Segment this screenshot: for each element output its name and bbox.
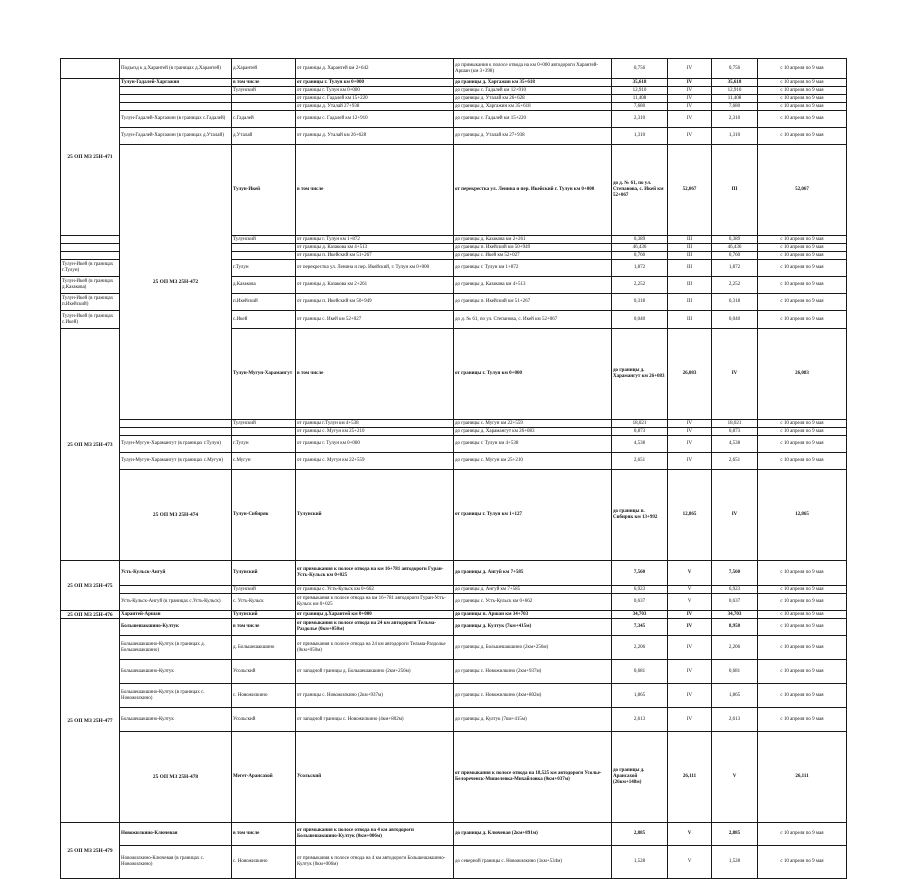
restricted-length-cell: 2,252 xyxy=(712,277,758,294)
restriction-period-cell: с 10 апреля по 9 мая xyxy=(758,708,847,732)
segment-start-cell: от границы п. Икейский км 51+267 xyxy=(296,252,454,260)
road-name-cell xyxy=(120,103,232,111)
length-cell: 11,408 xyxy=(612,95,668,103)
restriction-period-cell: с 10 апреля по 9 мая xyxy=(758,594,847,611)
restricted-length-cell: 0,756 xyxy=(712,59,758,79)
segment-end-cell: до границы г. Тулун км 1+872 xyxy=(454,260,612,277)
length-cell: 2,885 xyxy=(612,823,668,846)
table-row xyxy=(61,428,847,436)
road-code-cell: 25 ОП МЗ 25Н-477 xyxy=(61,619,120,823)
segment-end-cell: до границы д. Харамангут км 26+083 xyxy=(612,329,668,420)
table-row xyxy=(61,619,847,636)
length-cell: 7,680 xyxy=(612,103,668,111)
category-cell: IV xyxy=(712,470,758,561)
table-row xyxy=(61,732,847,823)
road-name-cell: Большешакшино-Култук (в границах д. Большешакшино) xyxy=(120,636,232,660)
segment-end-cell: до д. № 61, по ул. Степанова, с. Икей км 52+067 xyxy=(454,311,612,329)
road-name-cell: Тулун-Мугун-Харамангут (в границах с.Мугун) xyxy=(120,453,232,470)
roads-table xyxy=(60,58,847,879)
district-cell: Тулунский xyxy=(232,87,296,95)
length-cell: 2,206 xyxy=(612,636,668,660)
length-cell: 18,021 xyxy=(612,420,668,428)
restriction-period-cell: с 10 апреля по 9 мая xyxy=(758,87,847,95)
restricted-length-cell: 7,680 xyxy=(712,103,758,111)
segment-end-cell: до границы с. Новожилкино (4км+802м) xyxy=(454,684,612,708)
length-cell: 6,923 xyxy=(612,586,668,594)
road-name-cell xyxy=(61,244,120,252)
table-row xyxy=(61,128,847,145)
district-cell xyxy=(232,428,296,436)
district-cell: Усольский xyxy=(296,732,454,823)
category-cell: IV xyxy=(668,453,712,470)
segment-start-cell: от границы д. Уталай 27+938 xyxy=(296,103,454,111)
segment-start-cell: от границы г. Тулун км 1+127 xyxy=(454,470,612,561)
road-name-cell xyxy=(120,428,232,436)
length-cell: 1,865 xyxy=(612,684,668,708)
length-cell: 52,067 xyxy=(668,145,712,236)
restricted-length-cell: 34,703 xyxy=(712,611,758,619)
road-name-cell: Тулун-Гадалей-Харгажин (в границах с.Гадалей) xyxy=(120,111,232,128)
category-cell: IV xyxy=(668,708,712,732)
district-cell: Усольский xyxy=(232,708,296,732)
district-cell: с. Усть-Кульск xyxy=(232,594,296,611)
segment-start-cell: от границы с. Гадалей км 15+220 xyxy=(296,95,454,103)
category-cell: V xyxy=(668,594,712,611)
table-row xyxy=(61,453,847,470)
restricted-length-cell: 0,389 xyxy=(712,236,758,244)
restriction-period-cell: с 10 апреля по 9 мая xyxy=(758,420,847,428)
table-row xyxy=(61,95,847,103)
segment-end-cell: до границы д. Уталай км 27+938 xyxy=(454,128,612,145)
restricted-length-cell: 8,950 xyxy=(712,619,758,636)
segment-end-cell: до границы с. Гадалей км 12+910 xyxy=(454,87,612,95)
restricted-length-cell: 1,528 xyxy=(712,846,758,879)
segment-end-cell: до границы с. Новожилкино (2км+937м) xyxy=(454,660,612,684)
category-cell: IV xyxy=(668,619,712,636)
district-cell: в том числе xyxy=(232,79,296,87)
segment-start-cell: от примыкания к полосе отвода на 24 км автодороги Тельма-Раздолье (0км+050м) xyxy=(296,636,454,660)
length-cell: 46,436 xyxy=(612,244,668,252)
district-cell: д. Большешакшино xyxy=(232,636,296,660)
district-cell: с.Икей xyxy=(232,311,296,329)
road-name-cell: Тулун-Гадалей-Харгажин xyxy=(120,79,232,87)
district-cell: в том числе xyxy=(232,823,296,846)
road-name-cell: Новожилкино-Ключевая xyxy=(120,823,232,846)
restriction-period-cell: с 10 апреля по 9 мая xyxy=(758,453,847,470)
table-row xyxy=(61,470,847,561)
restricted-length-cell: 2,651 xyxy=(712,453,758,470)
district-cell xyxy=(232,103,296,111)
segment-start-cell: от примыкания к полосе отвода на км 16+781 автодороги Гуран-Усть-Кульск км 0+025 xyxy=(296,594,454,611)
restricted-length-cell: 35,618 xyxy=(712,79,758,87)
restriction-period-cell: с 10 апреля по 9 мая xyxy=(758,111,847,128)
category-cell: IV xyxy=(668,111,712,128)
category-cell: IV xyxy=(668,436,712,453)
road-name-cell xyxy=(120,87,232,95)
category-cell: V xyxy=(668,846,712,879)
district-cell: п.Икейский xyxy=(232,294,296,311)
segment-end-cell: до границы п. Икейский км 50+949 xyxy=(454,244,612,252)
district-cell: Тулунский xyxy=(232,586,296,594)
district-cell: Тулунский xyxy=(296,470,454,561)
road-name-cell: Мегет-Арансахой xyxy=(232,732,296,823)
category-cell: IV xyxy=(668,420,712,428)
table-row xyxy=(61,436,847,453)
segment-end-cell: до границы с. Мугун км 22+559 xyxy=(454,420,612,428)
segment-start-cell: от границы г.Тулун км 4+538 xyxy=(296,420,454,428)
road-name-cell xyxy=(120,95,232,103)
length-cell: 12,910 xyxy=(612,87,668,95)
restriction-period-cell: с 10 апреля по 9 мая xyxy=(758,428,847,436)
segment-start-cell: от границы д. Уталай км 26+628 xyxy=(296,128,454,145)
restriction-period-cell: с 10 апреля по 9 мая xyxy=(758,619,847,636)
road-code-cell: 25 ОП МЗ 25Н-479 xyxy=(61,823,120,879)
table-row xyxy=(61,846,847,879)
category-cell: III xyxy=(712,145,758,236)
road-name-cell: Большешакшино-Култук xyxy=(120,708,232,732)
segment-start-cell: от границы г. Тулун км 1+872 xyxy=(296,236,454,244)
category-cell: III xyxy=(668,244,712,252)
restricted-length-cell: 26,111 xyxy=(758,732,847,823)
roads-table-body xyxy=(61,59,847,879)
district-cell xyxy=(232,95,296,103)
category-cell: IV xyxy=(668,684,712,708)
segment-end-cell: до границы д. Харгажин км 35+618 xyxy=(454,79,612,87)
segment-start-cell: от границы г. Тулун км 0+000 xyxy=(454,329,612,420)
length-cell: 0,318 xyxy=(612,294,668,311)
segment-end-cell: до границы д. Казакова км 2+261 xyxy=(454,236,612,244)
category-cell: IV xyxy=(712,329,758,420)
table-row xyxy=(61,611,847,619)
restriction-period-cell: с 10 апреля по 9 мая xyxy=(758,586,847,594)
segment-end-cell: до границы с. Усть-Кульск км 0+662 xyxy=(454,594,612,611)
segment-end-cell: до границы д. Казакова км 4+513 xyxy=(454,277,612,294)
segment-start-cell: от примыкания к полосе отвода на 18,525 км автодороги Усолье-Белореченск-Мишелевка-Михайловка (0км+037м) xyxy=(454,732,612,823)
category-cell: V xyxy=(668,586,712,594)
district-cell: д.Харантей xyxy=(232,59,296,79)
road-name-cell: Тулун-Икей (в границах с.Икей) xyxy=(61,311,120,329)
road-name-cell: Тулун-Икей (в границах г.Тулун) xyxy=(61,260,120,277)
category-cell: III xyxy=(668,294,712,311)
length-cell: 0,040 xyxy=(612,311,668,329)
restriction-period-cell: с 10 апреля по 9 мая xyxy=(758,128,847,145)
restriction-period-cell: с 10 апреля по 9 мая xyxy=(758,561,847,586)
restricted-length-cell: 46,436 xyxy=(712,244,758,252)
road-code-cell: 25 ОП МЗ 25Н-478 xyxy=(120,732,232,823)
road-name-cell: Тулун-Мугун-Харамангут (в границах г.Тулун) xyxy=(120,436,232,453)
road-name-cell xyxy=(120,420,232,428)
table-row xyxy=(61,145,847,236)
length-cell: 4,538 xyxy=(612,436,668,453)
district-cell: г.Тулун xyxy=(232,260,296,277)
table-row xyxy=(61,111,847,128)
segment-start-cell: от западной границы д. Большешакшино (2км+256м) xyxy=(296,660,454,684)
length-cell: 0,760 xyxy=(612,252,668,260)
district-cell xyxy=(232,252,296,260)
restriction-period-cell: с 10 апреля по 9 мая xyxy=(758,103,847,111)
segment-end-cell: до границы д. Ангуй км 7+585 xyxy=(454,561,612,586)
road-name-cell: Харантей-Аршан xyxy=(120,611,232,619)
segment-end-cell: до границы д. Ангуй км 7+585 xyxy=(454,586,612,594)
length-cell: 0,389 xyxy=(612,236,668,244)
category-cell: V xyxy=(712,732,758,823)
restriction-period-cell: с 10 апреля по 9 мая xyxy=(758,611,847,619)
district-cell xyxy=(232,244,296,252)
segment-end-cell: до примыкания к полосе отвода на км 0+000 автодороги Харантей-Аршан (км 3+398) xyxy=(454,59,612,79)
category-cell: IV xyxy=(668,611,712,619)
segment-end-cell: до границы д. Ключевая (2км+891м) xyxy=(454,823,612,846)
restricted-length-cell: 0,681 xyxy=(712,660,758,684)
table-row xyxy=(61,586,847,594)
restriction-period-cell: с 10 апреля по 9 мая xyxy=(758,436,847,453)
district-cell: с. Новожилкино xyxy=(232,684,296,708)
road-name-cell: Тулун-Икей (в границах п.Икейский) xyxy=(61,294,120,311)
road-code-cell: 25 ОП МЗ 25Н-475 xyxy=(61,561,120,611)
segment-start-cell: от границы с. Икей км 52+027 xyxy=(296,311,454,329)
length-cell: 0,681 xyxy=(612,660,668,684)
category-cell: IV xyxy=(668,636,712,660)
segment-end-cell: до северной границы с. Новожилкино (1км+534м) xyxy=(454,846,612,879)
segment-start-cell: от границы д. Казакова км 4+513 xyxy=(296,244,454,252)
segment-start-cell: от примыкания к полосе отвода на 4 км автодороги Большешакшино-Култук (0км+006м) xyxy=(296,823,454,846)
segment-end-cell: до границы д. Большешакшино (2км+256м) xyxy=(454,636,612,660)
road-code-cell: 25 ОП МЗ 25Н-471 xyxy=(61,79,120,236)
category-cell: IV xyxy=(668,103,712,111)
restriction-period-cell: с 10 апреля по 9 мая xyxy=(758,846,847,879)
category-cell: V xyxy=(668,561,712,586)
district-cell: Тулунский xyxy=(232,561,296,586)
segment-start-cell: от перекрестка ул. Ленина и пер. Икейский, г. Тулун км 0+000 xyxy=(296,260,454,277)
segment-start-cell: от границы с. Мугун км 22+559 xyxy=(296,453,454,470)
length-cell: 7,560 xyxy=(612,561,668,586)
length-cell: 2,613 xyxy=(612,708,668,732)
restricted-length-cell: 52,067 xyxy=(758,145,847,236)
restriction-period-cell: с 10 апреля по 9 мая xyxy=(758,252,847,260)
restricted-length-cell: 12,865 xyxy=(758,470,847,561)
road-code-cell: 25 ОП МЗ 25Н-472 xyxy=(120,145,232,420)
segment-end-cell: до границы д. Уталай км 26+628 xyxy=(454,95,612,103)
district-cell: в том числе xyxy=(232,619,296,636)
restricted-length-cell: 1,872 xyxy=(712,260,758,277)
restriction-period-cell: с 10 апреля по 9 мая xyxy=(758,660,847,684)
district-cell: Тулунский xyxy=(232,611,296,619)
table-row xyxy=(61,823,847,846)
table-row xyxy=(61,79,847,87)
restriction-period-cell: с 10 апреля по 9 мая xyxy=(758,79,847,87)
length-cell: 7,345 xyxy=(612,619,668,636)
segment-start-cell: от границы с. Новожилкино (2км+937м) xyxy=(296,684,454,708)
restricted-length-cell: 4,538 xyxy=(712,436,758,453)
category-cell: IV xyxy=(668,95,712,103)
length-cell: 0,756 xyxy=(612,59,668,79)
category-cell: III xyxy=(668,260,712,277)
restricted-length-cell: 26,083 xyxy=(758,329,847,420)
road-name-cell: Усть-Кульск-Ангуй (в границах с.Усть-Кульск) xyxy=(120,594,232,611)
restriction-period-cell: с 10 апреля по 9 мая xyxy=(758,244,847,252)
restricted-length-cell: 2,613 xyxy=(712,708,758,732)
road-name-cell xyxy=(120,586,232,594)
road-code-cell: 25 ОП МЗ 25Н-474 xyxy=(120,470,232,561)
length-cell: 26,111 xyxy=(668,732,712,823)
segment-start-cell: от границы п. Икейский км 50+949 xyxy=(296,294,454,311)
length-cell: 35,618 xyxy=(612,79,668,87)
segment-end-cell: до границы п. Сибиряк км 13+992 xyxy=(612,470,668,561)
district-cell: в том числе xyxy=(296,145,454,236)
road-name-cell: Большешакшино-Култук xyxy=(120,619,232,636)
table-row xyxy=(61,684,847,708)
length-cell: 1,528 xyxy=(612,846,668,879)
restriction-period-cell: с 10 апреля по 9 мая xyxy=(758,95,847,103)
road-code-cell xyxy=(61,59,120,79)
restricted-length-cell: 0,637 xyxy=(712,594,758,611)
segment-start-cell: от примыкания к полосе отвода на 24 км автодороги Тельма-Раздолье (0км+050м) xyxy=(296,619,454,636)
table-row xyxy=(61,636,847,660)
segment-end-cell: до границы д. Харгажин км 35+618 xyxy=(454,103,612,111)
segment-end-cell: до границы с. Гадалей км 15+220 xyxy=(454,111,612,128)
category-cell: III xyxy=(668,277,712,294)
restricted-length-cell: 2,310 xyxy=(712,111,758,128)
road-name-cell: Большешакшино-Култук (в границах с. Новожилкино) xyxy=(120,684,232,708)
segment-start-cell: от границы с. Мугун км 25+210 xyxy=(296,428,454,436)
category-cell: IV xyxy=(668,79,712,87)
category-cell: IV xyxy=(668,128,712,145)
category-cell: IV xyxy=(668,59,712,79)
table-row xyxy=(61,59,847,79)
length-cell: 0,637 xyxy=(612,594,668,611)
category-cell: III xyxy=(668,252,712,260)
segment-start-cell: от границы д. Казакова км 2+261 xyxy=(296,277,454,294)
length-cell: 2,651 xyxy=(612,453,668,470)
length-cell: 0,873 xyxy=(612,428,668,436)
road-name-cell: Тулун-Гадалей-Харгажин (в границах д.Уталай) xyxy=(120,128,232,145)
segment-start-cell: от перекрестка ул. Ленина и пер. Икейский г. Тулун км 0+000 xyxy=(454,145,612,236)
restricted-length-cell: 1,865 xyxy=(712,684,758,708)
road-name-cell: Тулун-Икей (в границах д.Казакова) xyxy=(61,277,120,294)
length-cell: 2,252 xyxy=(612,277,668,294)
segment-start-cell: от примыкания к полосе отвода на 4 км автодороги Большешакшино-Култук (0км+006м) xyxy=(296,846,454,879)
table-row xyxy=(61,87,847,95)
segment-end-cell: до границы д. Култук (7км+415м) xyxy=(454,708,612,732)
segment-start-cell: от примыкания к полосе отвода на км 16+781 автодороги Гуран-Усть-Кульск км 0+025 xyxy=(296,561,454,586)
length-cell: 1,310 xyxy=(612,128,668,145)
district-cell: с.Мугун xyxy=(232,453,296,470)
road-restriction-table-page xyxy=(60,58,846,879)
road-name-cell: Большешакшино-Култук xyxy=(120,660,232,684)
district-cell: с. Новожилкино xyxy=(232,846,296,879)
restricted-length-cell: 11,408 xyxy=(712,95,758,103)
restricted-length-cell: 0,040 xyxy=(712,311,758,329)
segment-start-cell: от границы г. Тулун км 0+000 xyxy=(296,79,454,87)
restriction-period-cell: с 10 апреля по 9 мая xyxy=(758,59,847,79)
segment-end-cell: до границы п. Аршан км 34+703 xyxy=(454,611,612,619)
restriction-period-cell: с 10 апреля по 9 мая xyxy=(758,311,847,329)
restricted-length-cell: 1,310 xyxy=(712,128,758,145)
category-cell: III xyxy=(668,236,712,244)
segment-end-cell: до д. № 61, по ул. Степанова, с. Икей км 52+067 xyxy=(612,145,668,236)
restricted-length-cell: 0,318 xyxy=(712,294,758,311)
district-cell: д.Уталай xyxy=(232,128,296,145)
restriction-period-cell: с 10 апреля по 9 мая xyxy=(758,277,847,294)
restricted-length-cell: 0,760 xyxy=(712,252,758,260)
road-code-cell: 25 ОП МЗ 25Н-473 xyxy=(61,329,120,561)
length-cell: 2,310 xyxy=(612,111,668,128)
category-cell: IV xyxy=(668,660,712,684)
table-row xyxy=(61,594,847,611)
segment-start-cell: от границы г. Тулун км 0+000 xyxy=(296,87,454,95)
segment-end-cell: до границы д. Култук (7км+415м) xyxy=(454,619,612,636)
road-name-cell: Подъезд к д.Харантей (в границах д.Харантей) xyxy=(120,59,232,79)
length-cell: 12,865 xyxy=(668,470,712,561)
district-cell: Тулунский xyxy=(232,420,296,428)
length-cell: 1,872 xyxy=(612,260,668,277)
segment-start-cell: от границы с. Гадалей км 12+910 xyxy=(296,111,454,128)
segment-end-cell: до границы д. Арансахой (26км+148м) xyxy=(612,732,668,823)
table-row xyxy=(61,660,847,684)
restriction-period-cell: с 10 апреля по 9 мая xyxy=(758,294,847,311)
district-cell: д.Казакова xyxy=(232,277,296,294)
district-cell: г.Тулун xyxy=(232,436,296,453)
segment-end-cell: до границы д. Харамангут км 26+083 xyxy=(454,428,612,436)
district-cell: Тулунский xyxy=(232,236,296,244)
road-code-cell: 25 ОП МЗ 25Н-476 xyxy=(61,611,120,619)
restricted-length-cell: 2,206 xyxy=(712,636,758,660)
segment-end-cell: до границы с. Мугун км 25+210 xyxy=(454,453,612,470)
road-name-cell xyxy=(61,252,120,260)
segment-end-cell: до границы с. Икей км 52+027 xyxy=(454,252,612,260)
district-cell: в том числе xyxy=(296,329,454,420)
restricted-length-cell: 6,923 xyxy=(712,586,758,594)
table-row xyxy=(61,561,847,586)
segment-start-cell: от западной границы с. Новожилкино (4км+802м) xyxy=(296,708,454,732)
segment-end-cell: до границы п. Икейский км 51+267 xyxy=(454,294,612,311)
restricted-length-cell: 2,885 xyxy=(712,823,758,846)
district-cell: с.Гадалей xyxy=(232,111,296,128)
category-cell: IV xyxy=(668,428,712,436)
restricted-length-cell: 7,560 xyxy=(712,561,758,586)
restricted-length-cell: 18,021 xyxy=(712,420,758,428)
category-cell: V xyxy=(668,823,712,846)
road-name-cell: Усть-Кульск-Ангуй xyxy=(120,561,232,586)
segment-end-cell: до границы г. Тулун км 4+538 xyxy=(454,436,612,453)
table-row xyxy=(61,708,847,732)
restricted-length-cell: 0,873 xyxy=(712,428,758,436)
segment-start-cell: от границы д.Харантей км 0+000 xyxy=(296,611,454,619)
category-cell: III xyxy=(668,311,712,329)
road-name-cell: Тулун-Мугун-Харамангут xyxy=(232,329,296,420)
length-cell: 34,703 xyxy=(612,611,668,619)
restriction-period-cell: с 10 апреля по 9 мая xyxy=(758,636,847,660)
road-name-cell xyxy=(61,236,120,244)
table-row xyxy=(61,103,847,111)
restriction-period-cell: с 10 апреля по 9 мая xyxy=(758,236,847,244)
restriction-period-cell: с 10 апреля по 9 мая xyxy=(758,823,847,846)
segment-start-cell: от границы д. Харантей км 2+642 xyxy=(296,59,454,79)
road-name-cell: Тулун-Сибиряк xyxy=(232,470,296,561)
road-name-cell: Новожилкино-Ключевая (в границах с. Новожилкино) xyxy=(120,846,232,879)
restriction-period-cell: с 10 апреля по 9 мая xyxy=(758,260,847,277)
table-row xyxy=(61,420,847,428)
segment-start-cell: от границы г. Тулун км 0+000 xyxy=(296,436,454,453)
restriction-period-cell: с 10 апреля по 9 мая xyxy=(758,684,847,708)
road-name-cell: Тулун-Икей xyxy=(232,145,296,236)
segment-start-cell: от границы с. Усть-Кульск км 0+662 xyxy=(296,586,454,594)
category-cell: IV xyxy=(668,87,712,95)
restricted-length-cell: 12,910 xyxy=(712,87,758,95)
district-cell: Усольский xyxy=(232,660,296,684)
length-cell: 26,083 xyxy=(668,329,712,420)
